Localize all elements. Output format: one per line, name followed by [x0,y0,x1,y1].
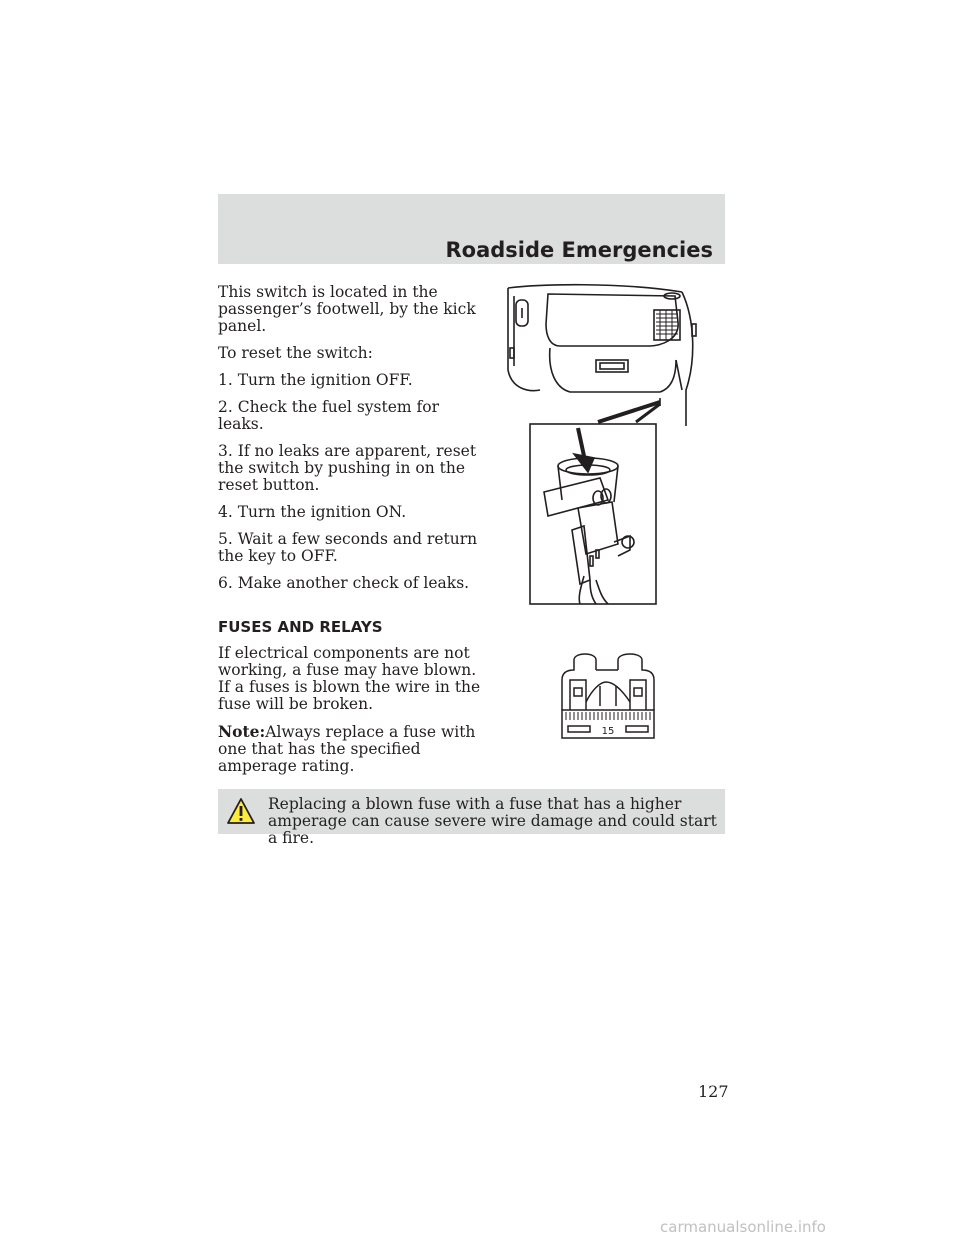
fuses-body [218,645,488,785]
step-3: 3. If no leaks are apparent, reset the switch by pushing in on the reset button. [218,442,477,494]
note-text: Always replace a fuse with one that has the specified amperage rating. [218,723,476,775]
fuse-note [218,723,488,775]
fuses-intro-text: If electrical components are not working, a fuse may have blown. If a fuses is blown the wire in the fuse will be broken. [218,644,481,713]
switch-location-text: This switch is located in the passenger’s footwell, by the kick panel. [218,283,476,335]
warning-text: Replacing a blown fuse with a fuse that has a higher amperage can cause severe wire damage and could start a fire. [268,795,717,847]
warning-box [218,789,725,847]
watermark: carmanualsonline.info [660,1218,826,1236]
section-header-band [218,194,725,264]
page-number: 127 [698,1082,729,1101]
inertia-switch-illustration [500,280,700,610]
step-4: 4. Turn the ignition ON. [218,503,407,521]
blade-fuse-illustration [556,650,666,746]
warning-triangle-icon [226,797,256,825]
note-label: Note: [218,722,266,741]
section-title: Roadside Emergencies [445,238,713,262]
fuses-heading: FUSES AND RELAYS [218,618,383,636]
fuse-rating-label: 15 [601,726,615,737]
switch-instructions [218,284,488,602]
reset-intro-text: To reset the switch: [218,344,373,362]
step-2: 2. Check the fuel system for leaks. [218,398,439,433]
step-6: 6. Make another check of leaks. [218,574,470,592]
step-5: 5. Wait a few seconds and return the key to OFF. [218,530,478,565]
step-1: 1. Turn the ignition OFF. [218,371,413,389]
